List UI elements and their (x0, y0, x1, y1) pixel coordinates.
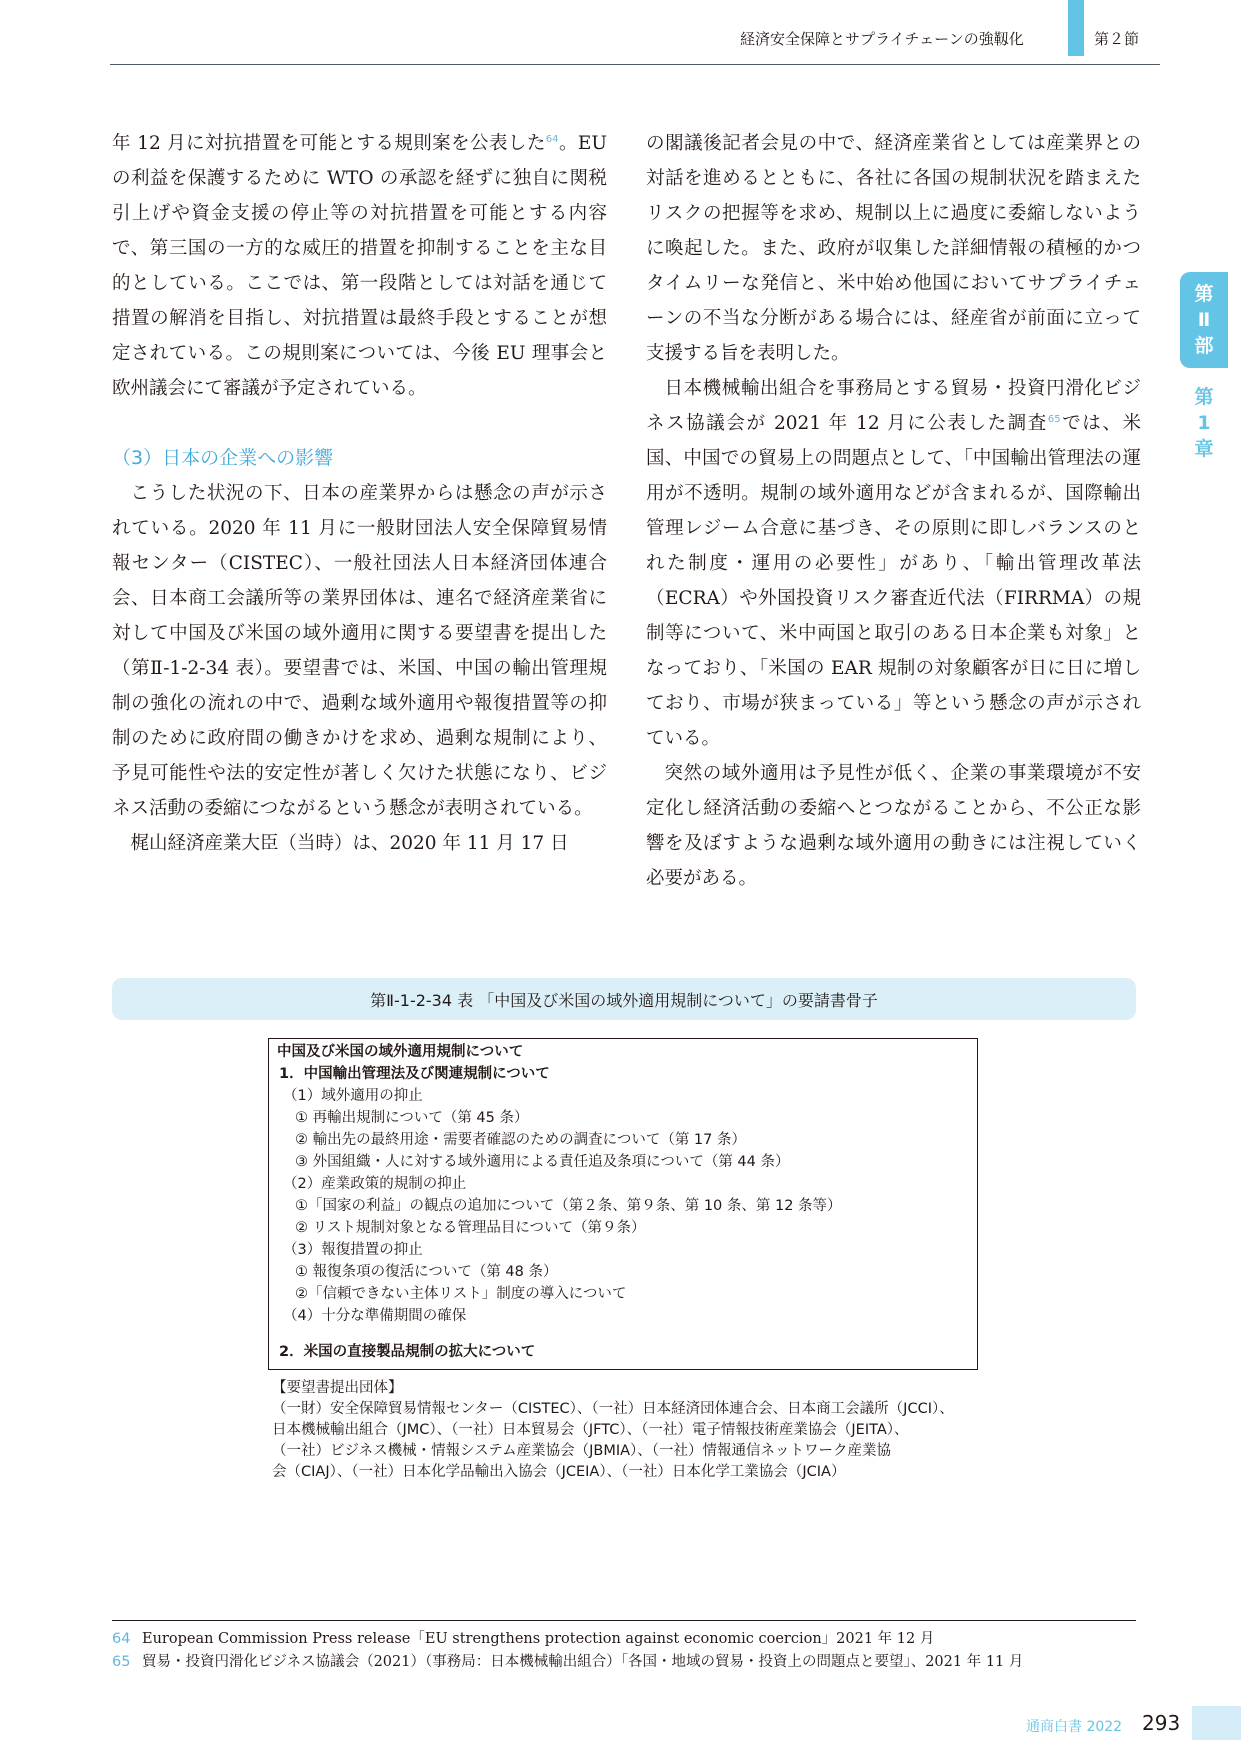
footnote-ref-64[interactable]: 64 (545, 133, 559, 145)
text-run: 年 12 月に対抗措置を可能とする規則案を公表した (112, 133, 546, 154)
table-item: ② 輸出先の最終用途・需要者確認のための調査について（第 17 条） (295, 1132, 746, 1148)
text-run: 日本機械輸出組合を事務局とする貿易・投資円滑化ビジネス協議会が 2021 年 12 月に公表した調査 (646, 378, 1141, 434)
body-paragraph: 突然の域外適用は予見性が低く、企業の事業環境が不安定化し経済活動の委縮へとつながることから、不公正な影響を及ぼすような過剰な域外適用の動きには注視していく必要がある。 (646, 763, 1141, 889)
part-tab-char: 第 (1194, 283, 1214, 305)
footnote-number: 65 (112, 1654, 131, 1670)
body-paragraph: こうした状況の下、日本の産業界からは懸念の声が示されている。2020 年 11 月に一般財団法人安全保障貿易情報センター（CISTEC）、一般社団法人日本経済団体連合会、日本商工会議所等の業界団体は、連名で経済産業省に対して中国及び米国の域外適用に関する要望書を提出した（第Ⅱ-1-2-34 表）。要望書では、米国、中国の輸出管理規制の強化の流れの中で、過剰な域外適用や報復措置等の抑制のために政府間の働きかけを求め、過剰な規制により、予見可能性や法的安定性が著しく欠けた状態になり、ビジネス活動の委縮につながるという懸念が表明されている。 (112, 483, 607, 819)
table-title: 中国及び米国の域外適用規制について (277, 1044, 524, 1060)
table-note-line: 日本機械輸出組合（JMC）、（一社）日本貿易会（JFTC）、（一社）電子情報技術産業協会（JEITA）、 (272, 1422, 909, 1438)
footnote-text: European Commission Press release「EU strengthens protection against economic coercion」2021 年 12 月 (142, 1631, 935, 1647)
footnotes (112, 1628, 1023, 1674)
chapter-tab-char: 章 (1194, 438, 1214, 460)
table-group-heading: （4）十分な準備期間の確保 (283, 1308, 467, 1324)
footnote-text: 貿易・投資円滑化ビジネス協議会（2021）（事務局：日本機械輸出組合）「各国・地域の貿易・投資上の問題点と要望」、2021 年 11 月 (142, 1654, 1024, 1670)
table-section-heading: 1．中国輸出管理法及び関連規制について (279, 1066, 550, 1082)
text-run: 。EU の利益を保護するために WTO の承認を経ずに独自に関税引上げや資金支援の停止等の対抗措置を可能とする内容で、第三国の一方的な威圧的措置を抑制することを主な目的としている。ここでは、第一段階としては対話を通じて措置の解消を目指し、対抗措置は最終手段とすることが想定されている。この規則案については、今後 EU 理事会と欧州議会にて審議が予定されている。 (112, 133, 607, 399)
body-column-right (646, 126, 1141, 896)
table-item: ③ 外国組織・人に対する域外適用による責任追及条項について（第 44 条） (295, 1154, 790, 1170)
body-paragraph (112, 126, 607, 406)
table-group-heading: （2）産業政策的規制の抑止 (283, 1176, 467, 1192)
text-run: では、米国、中国での貿易上の問題点として、「中国輸出管理法の運用が不透明。規制の域外適用などが含まれるが、国際輸出管理レジーム合意に基づき、その原則に即しバランスのとれた制度・運用の必要性」があり、「輸出管理改革法（ECRA）や外国投資リスク審査近代法（FIRRMA）の規制等について、米中両国と取引のある日本企業も対象」となっており、「米国の EAR 規制の対象顧客が日に日に増しており、市場が狭まっている」等という懸念の声が示されている。 (646, 413, 1141, 749)
part-tab-char: Ⅱ (1197, 309, 1211, 331)
table-item: ② リスト規制対象となる管理品目について（第９条） (295, 1220, 646, 1236)
running-header-section: 第２節 (1094, 30, 1140, 48)
table-note-line: （一財）安全保障貿易情報センター（CISTEC）、（一社）日本経済団体連合会、日本商工会議所（JCCI）、 (272, 1401, 954, 1417)
footnote-64 (112, 1628, 1023, 1651)
body-paragraph: 梶山経済産業大臣（当時）は、2020 年 11 月 17 日 (130, 833, 569, 854)
table-section-heading: 2．米国の直接製品規制の拡大について (279, 1344, 536, 1360)
table-item: ① 報復条項の復活について（第 48 条） (295, 1264, 558, 1280)
table-note-line: （一社）ビジネス機械・情報システム産業協会（JBMIA）、（一社）情報通信ネットワーク産業協 (272, 1443, 892, 1459)
table-item: ②「信頼できない主体リスト」制度の導入について (295, 1286, 627, 1302)
part-tab (1180, 272, 1228, 368)
table-note (272, 1378, 992, 1483)
page-number: 293 (1142, 1711, 1181, 1735)
running-header-title: 経済安全保障とサプライチェーンの強靱化 (740, 30, 1024, 48)
section-heading: （3）日本の企業への影響 (112, 447, 334, 469)
footer-publication: 通商白書 2022 (1026, 1719, 1123, 1735)
table-group-heading: （1）域外適用の抑止 (283, 1088, 423, 1104)
part-tab-char: 部 (1194, 335, 1214, 357)
table-box (268, 1038, 978, 1370)
chapter-tab-char: 第 (1194, 386, 1214, 408)
header-accent-bar (1068, 0, 1084, 56)
footnote-number: 64 (112, 1631, 131, 1647)
table-group-heading: （3）報復措置の抑止 (283, 1242, 423, 1258)
footnote-65 (112, 1651, 1023, 1674)
table-item: ①「国家の利益」の観点の追加について（第２条、第９条、第 10 条、第 12 条等） (295, 1198, 842, 1214)
footer-accent-bar (1192, 1706, 1241, 1740)
header-rule (110, 64, 1160, 65)
body-paragraph: の閣議後記者会見の中で、経済産業省としては産業界との対話を進めるとともに、各社に各国の規制状況を踏まえたリスクの把握等を求め、規制以上に過度に委縮しないように喚起した。また、政府が収集した詳細情報の積極的かつタイムリーな発信と、米中始め他国においてサプライチェーンの不当な分断がある場合には、経産省が前面に立って支援する旨を表明した。 (646, 133, 1141, 364)
footnote-ref-65[interactable]: 65 (1047, 413, 1061, 425)
chapter-tab-char: 1 (1197, 412, 1211, 434)
body-paragraph (646, 371, 1141, 756)
body-column-left (112, 126, 607, 861)
footnote-rule (112, 1620, 1136, 1621)
table-item: ① 再輸出規制について（第 45 条） (295, 1110, 529, 1126)
table-note-heading: 【要望書提出団体】 (272, 1380, 403, 1396)
chapter-tab (1180, 378, 1228, 468)
table-note-line: 会（CIAJ）、（一社）日本化学品輸出入協会（JCEIA）、（一社）日本化学工業協会（JCIA） (272, 1464, 846, 1480)
table-caption: 第Ⅱ-1-2-34 表 「中国及び米国の域外適用規制について」の要請書骨子 (112, 978, 1136, 1020)
